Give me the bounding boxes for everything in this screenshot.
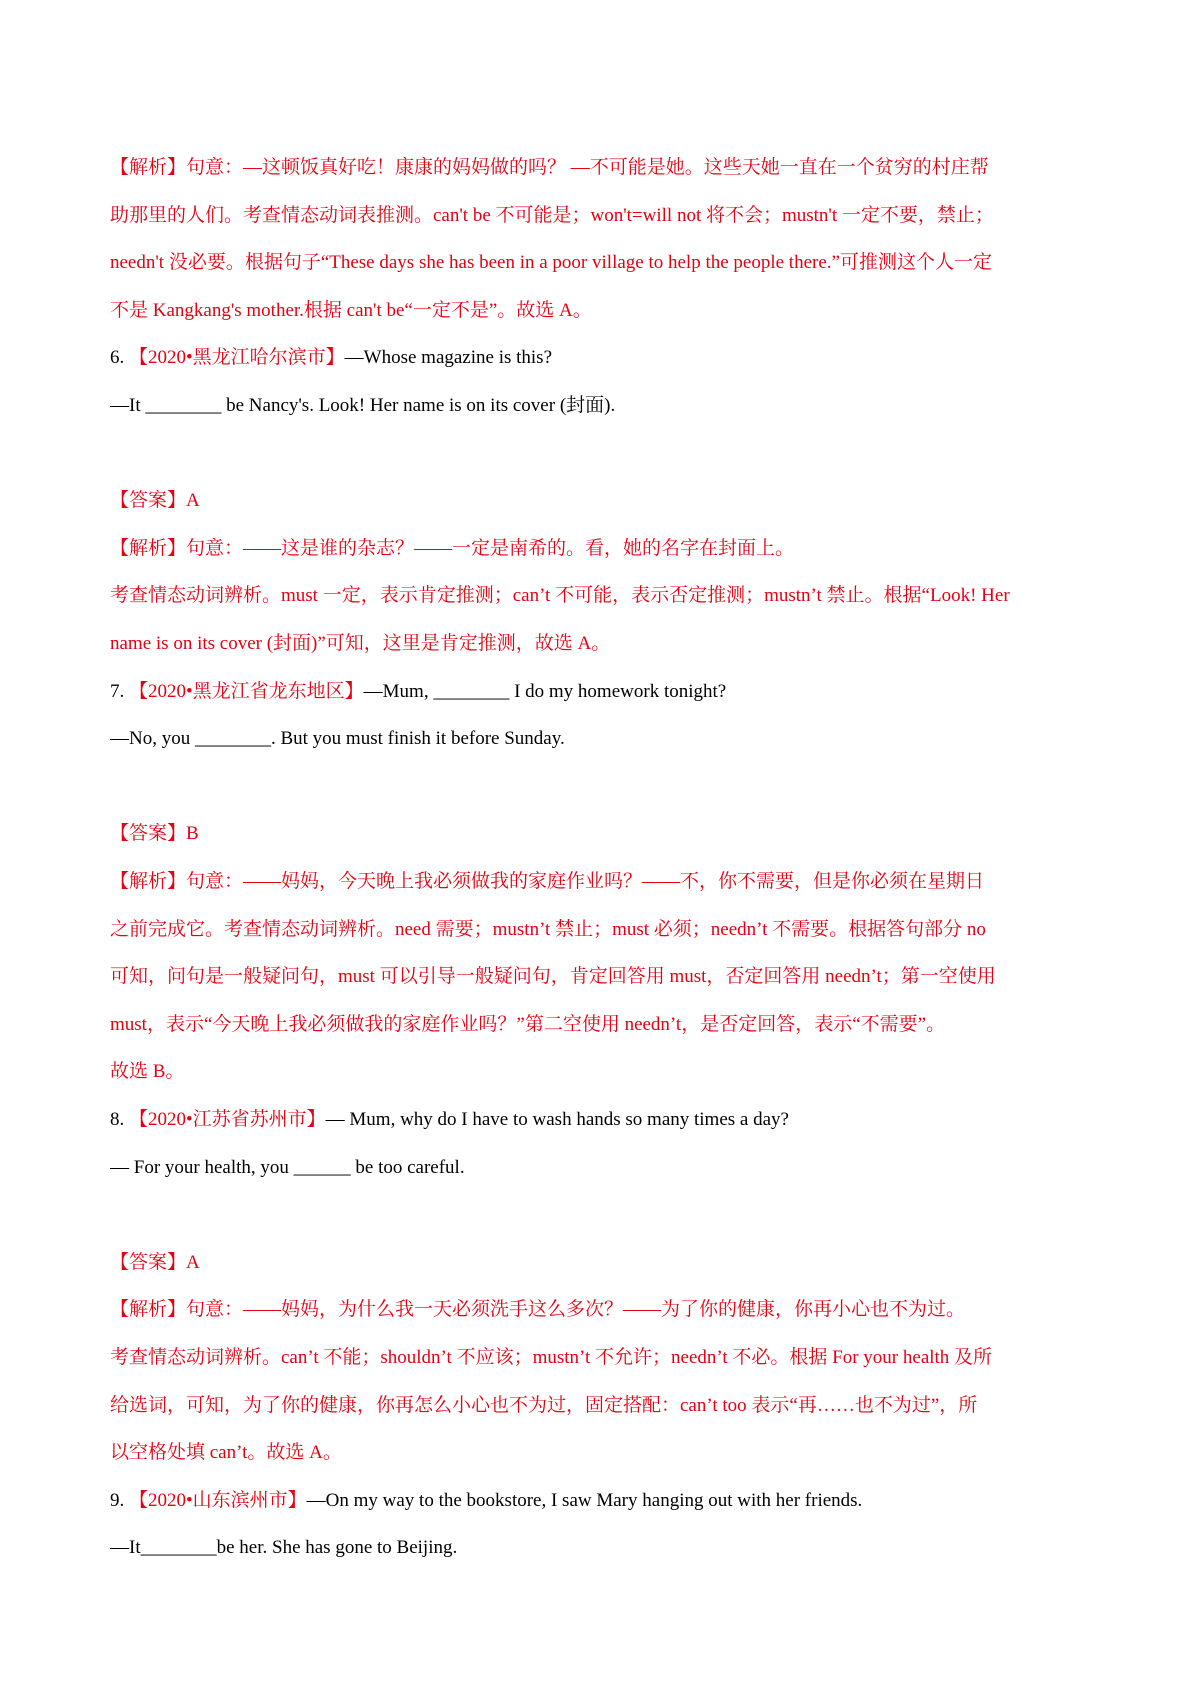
question-number: 7. bbox=[110, 681, 125, 702]
question-7-stem bbox=[110, 680, 1100, 704]
question-6-analysis-2: 考查情态动词辨析。must 一定，表示肯定推测；can’t 不可能，表示否定推测；mustn’t 禁止。根据“Look! Her bbox=[110, 585, 1010, 606]
question-source: 【2020•江苏省苏州市】 bbox=[129, 1109, 326, 1130]
prev-analysis-line-3: needn't 没必要。根据句子“These days she has been in a poor village to help the people there.”可推测这个人一定 bbox=[110, 252, 992, 273]
question-7-analysis-3: 可知，问句是一般疑问句，must 可以引导一般疑问句，肯定回答用 must，否定回答用 needn’t；第一空使用 bbox=[110, 966, 996, 987]
question-text: —Mum, ________ I do my homework tonight? bbox=[363, 681, 727, 702]
question-6-analysis-1: 【解析】句意：——这是谁的杂志？——一定是南希的。看，她的名字在封面上。 bbox=[110, 538, 795, 559]
question-8-stem bbox=[110, 1108, 1100, 1132]
question-7-analysis-4: must，表示“今天晚上我必须做我的家庭作业吗？”第二空使用 needn’t，是否定回答，表示“不需要”。 bbox=[110, 1014, 946, 1035]
question-8-analysis-4: 以空格处填 can’t。故选 A。 bbox=[110, 1442, 342, 1463]
question-8-reply: — For your health, you ______ be too careful. bbox=[110, 1157, 465, 1178]
prev-analysis-line-4: 不是 Kangkang's mother.根据 can't be“一定不是”。故选 A。 bbox=[110, 300, 592, 321]
question-text: —Whose magazine is this? bbox=[344, 347, 553, 368]
question-9-reply: —It________be her. She has gone to Beijing. bbox=[110, 1537, 458, 1558]
question-number: 6. bbox=[110, 347, 125, 368]
question-7-analysis-5: 故选 B。 bbox=[110, 1061, 185, 1082]
question-8-analysis-2: 考查情态动词辨析。can’t 不能；shouldn’t 不应该；mustn’t 不允许；needn’t 不必。根据 For your health 及所 bbox=[110, 1347, 993, 1368]
prev-analysis-line-1: 【解析】句意：—这顿饭真好吃！康康的妈妈做的吗？ —不可能是她。这些天她一直在一个贫穷的村庄帮 bbox=[110, 157, 989, 178]
question-7-reply: —No, you ________. But you must finish it before Sunday. bbox=[110, 728, 565, 749]
question-7-analysis-2: 之前完成它。考查情态动词辨析。need 需要；mustn’t 禁止；must 必须；needn’t 不需要。根据答句部分 no bbox=[110, 919, 986, 940]
question-number: 8. bbox=[110, 1109, 125, 1130]
question-text: — Mum, why do I have to wash hands so many times a day? bbox=[325, 1109, 789, 1130]
question-6-analysis-3: name is on its cover (封面)”可知，这里是肯定推测，故选 A。 bbox=[110, 633, 611, 654]
question-source: 【2020•黑龙江省龙东地区】 bbox=[129, 681, 364, 702]
question-6-answer: 【答案】A bbox=[110, 490, 200, 511]
question-9-stem bbox=[110, 1489, 1100, 1513]
question-8-analysis-1: 【解析】句意：——妈妈，为什么我一天必须洗手这么多次？——为了你的健康，你再小心也不为过。 bbox=[110, 1299, 966, 1320]
prev-analysis-line-2: 助那里的人们。考查情态动词表推测。can't be 不可能是；won't=will not 将不会；mustn't 一定不要，禁止； bbox=[110, 205, 994, 226]
question-text: —On my way to the bookstore, I saw Mary hanging out with her friends. bbox=[306, 1490, 863, 1511]
question-6-reply: —It ________ be Nancy's. Look! Her name is on its cover (封面). bbox=[110, 395, 616, 416]
question-source: 【2020•山东滨州市】 bbox=[129, 1490, 307, 1511]
question-7-analysis-1: 【解析】句意：——妈妈，今天晚上我必须做我的家庭作业吗？——不，你不需要，但是你必须在星期日 bbox=[110, 871, 985, 892]
question-8-analysis-3: 给选词，可知，为了你的健康，你再怎么小心也不为过，固定搭配：can’t too 表示“再……也不为过”，所 bbox=[110, 1395, 978, 1416]
question-8-answer: 【答案】A bbox=[110, 1252, 200, 1273]
question-number: 9. bbox=[110, 1490, 125, 1511]
question-source: 【2020•黑龙江哈尔滨市】 bbox=[129, 347, 345, 368]
question-7-answer: 【答案】B bbox=[110, 823, 199, 844]
question-6-stem bbox=[110, 346, 1100, 370]
